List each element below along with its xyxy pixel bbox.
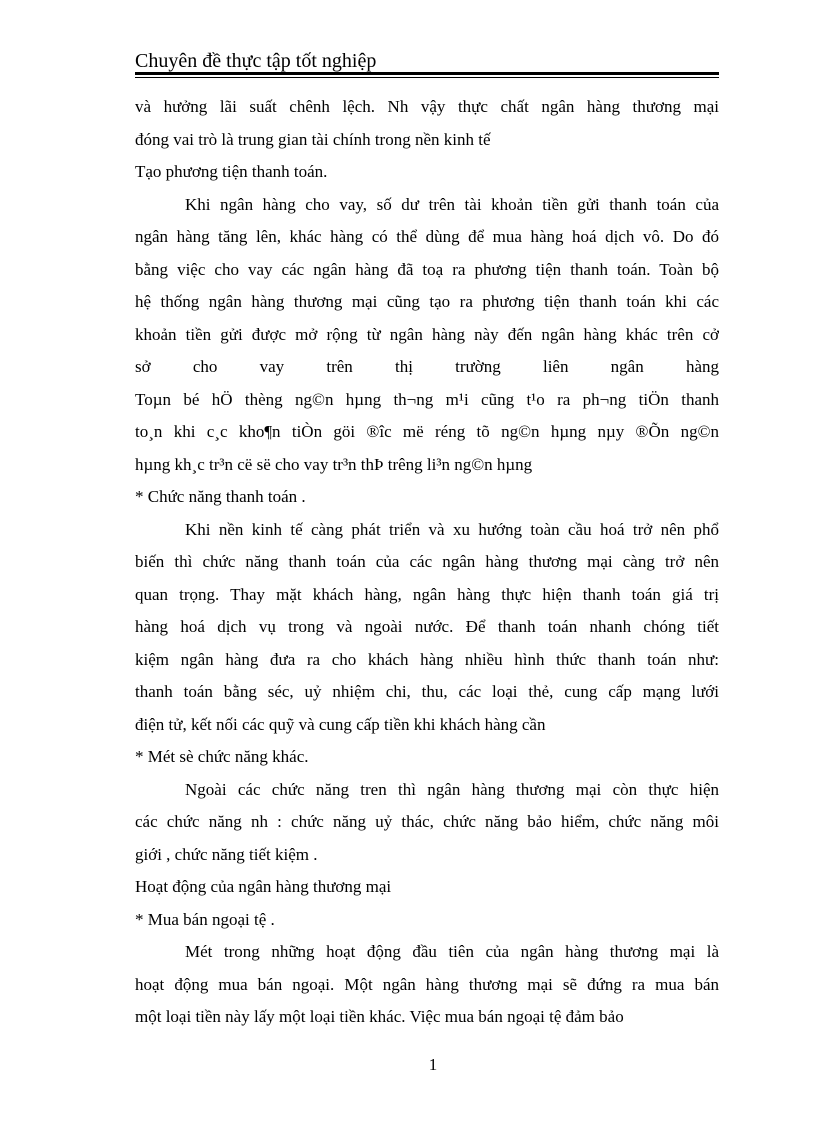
text-line: Tạo phương tiện thanh toán. xyxy=(135,162,328,181)
text-line: Ngoài các chức năng tren thì ngân hàng thương mại còn thực hiện xyxy=(185,779,719,799)
page-number: 1 xyxy=(428,1055,438,1074)
text-line: bằng việc cho vay các ngân hàng đã toạ ra phương tiện thanh toán. Toàn bộ xyxy=(135,259,719,279)
text-line: và hưởng lãi suất chênh lệch. Nh vậy thực chất ngân hàng thương mại xyxy=(135,97,719,116)
text-line: * Mua bán ngoại tệ . xyxy=(135,909,275,929)
text-line: kiệm ngân hàng đưa ra cho khách hàng nhiều hình thức thanh toán như: xyxy=(135,649,719,669)
text-line: to¸n khi c¸c kho¶n tiÒn göi ®îc më réng tõ ng©n hµng nµy ®Õn ng©n xyxy=(135,422,719,441)
text-line: đóng vai trò là trung gian tài chính trong nền kinh tế xyxy=(135,129,491,149)
text-line: hoạt động mua bán ngoại. Một ngân hàng thương mại sẽ đứng ra mua bán xyxy=(135,974,719,994)
text-line: hệ thống ngân hàng thương mại cũng tạo ra phương tiện thanh toán khi các xyxy=(135,292,719,311)
text-line: thanh toán bằng séc, uỷ nhiệm chi, thu, các loại thẻ, cung cấp mạng lưới xyxy=(135,682,719,701)
text-line: ngân hàng tăng lên, khác hàng có thể dùng để mua hàng hoá dịch vô. Do đó xyxy=(135,227,719,246)
body-text xyxy=(135,91,719,1034)
text-line: quan trọng. Thay mặt khách hàng, ngân hàng thực hiện thanh toán giá trị xyxy=(135,584,719,604)
text-line: Khi ngân hàng cho vay, số dư trên tài khoản tiền gửi thanh toán của xyxy=(185,194,719,214)
text-line: sở cho vay trên thị trường liên ngân hàng xyxy=(135,357,719,376)
text-line: một loại tiền này lấy một loại tiền khác. Việc mua bán ngoại tệ đảm bảo xyxy=(135,1007,624,1026)
text-line: hµng kh¸c tr³n cë së cho vay tr³n thÞ trêng li³n ng©n hµng xyxy=(135,454,533,474)
text-line: Toµn bé hÖ thèng ng©n hµng th¬ng m¹i cũng t¹o ra ph¬ng tiÖn thanh xyxy=(135,389,719,409)
text-line: hàng hoá dịch vụ trong và ngoài nước. Để thanh toán nhanh chóng tiết xyxy=(135,617,719,636)
text-line: Khi nền kinh tế càng phát triển và xu hướng toàn cầu hoá trở nên phổ xyxy=(185,519,719,539)
text-line: khoản tiền gửi được mở rộng từ ngân hàng này đến ngân hàng khác trên cở xyxy=(135,324,719,344)
text-line: điện tử, kết nối các quỹ và cung cấp tiền khi khách hàng cần xyxy=(135,714,546,734)
text-line: Mét trong những hoạt động đầu tiên của ngân hàng thương mại là xyxy=(185,942,719,961)
text-line: * Mét sè chức năng khác. xyxy=(135,747,309,766)
text-line: Hoạt động của ngân hàng thương mại xyxy=(135,877,392,896)
text-line: các chức năng nh : chức năng uỷ thác, chức năng bảo hiểm, chức năng môi xyxy=(135,812,719,831)
text-line: biến thì chức năng thanh toán của các ngân hàng thương mại càng trở nên xyxy=(135,552,719,571)
text-line: * Chức năng thanh toán . xyxy=(135,487,306,506)
header-title: Chuyên đề thực tập tốt nghiệp xyxy=(135,50,377,72)
text-line: giới , chức năng tiết kiệm . xyxy=(135,844,318,864)
header-rule-thin xyxy=(135,77,719,78)
header-rule-thick xyxy=(135,72,719,75)
